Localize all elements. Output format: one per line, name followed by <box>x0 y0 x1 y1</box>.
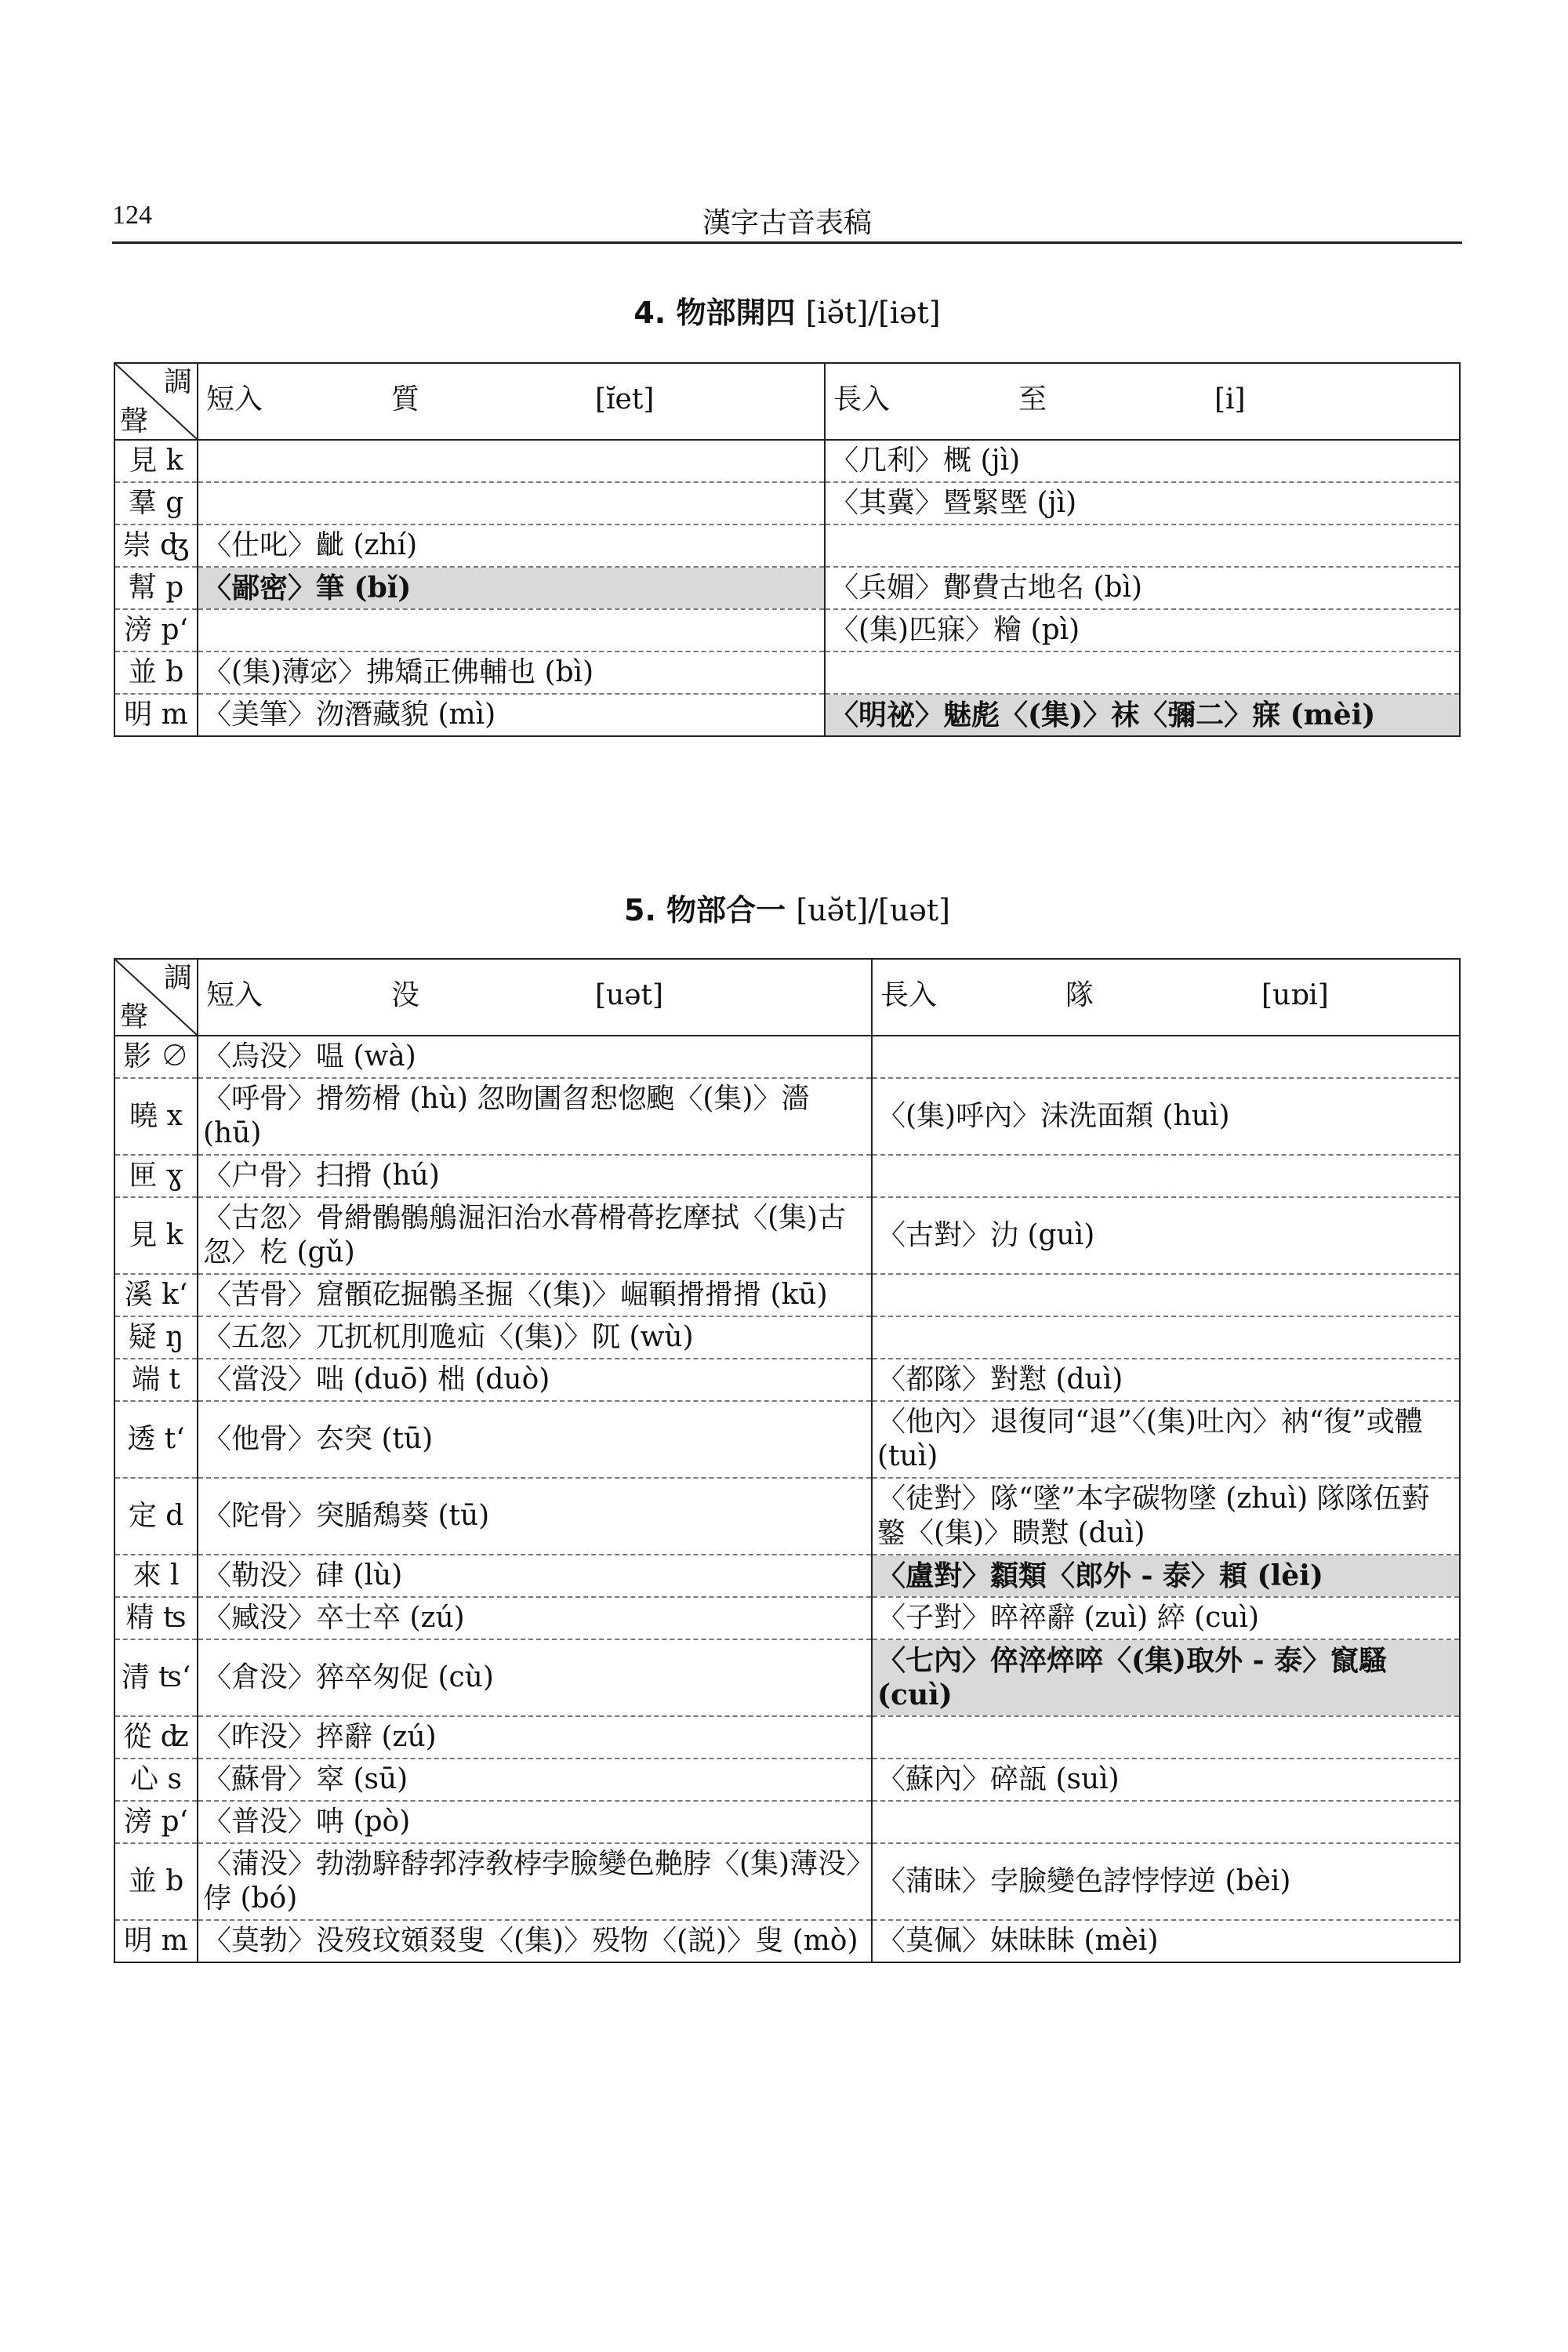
column-rhyme: 至 <box>1018 383 1047 416</box>
table-row <box>114 652 1460 694</box>
section-5-title <box>112 886 1462 929</box>
short-entering-cell: 〈蒲没〉勃渤騂馞郣浡敎桲孛臉變色艴脖〈(集)薄没〉侼 (bó) <box>198 1843 872 1920</box>
column-category: 短入 <box>206 979 263 1011</box>
long-entering-cell: 〈莫佩〉妹昧眛 (mèi) <box>872 1920 1460 1962</box>
table-row <box>114 1716 1460 1759</box>
table-row <box>114 1639 1460 1716</box>
column-header-long <box>872 959 1460 1036</box>
table-row <box>114 1401 1460 1478</box>
initial-cell: 崇 ʤ <box>114 524 198 567</box>
long-entering-cell: 〈蘇內〉碎瓿 (suì) <box>872 1759 1460 1801</box>
long-entering-cell <box>872 1036 1460 1078</box>
initial-cell: 見 k <box>114 440 198 482</box>
column-ipa: [uət] <box>595 979 664 1011</box>
long-entering-cell <box>825 652 1460 694</box>
initial-cell: 定 d <box>114 1478 198 1555</box>
table-header-row <box>114 363 1460 440</box>
long-entering-cell <box>872 1155 1460 1197</box>
table-row <box>114 1078 1460 1155</box>
table-row <box>114 1920 1460 1962</box>
long-entering-cell: 〈盧對〉纇類〈郎外 - 泰〉頛 (lèi) <box>872 1555 1460 1597</box>
page-number: 124 <box>112 201 152 230</box>
column-rhyme: 質 <box>391 383 420 416</box>
initial-cell: 精 ʦ <box>114 1597 198 1639</box>
short-entering-cell: 〈五忽〉兀扤杌刖卼疝〈(集)〉阢 (wù) <box>198 1316 872 1359</box>
long-entering-cell: 〈他內〉退復同“退”〈(集)吐內〉衲“復”或體 (tuì) <box>872 1401 1460 1478</box>
corner-cell <box>114 959 198 1036</box>
column-ipa: [ɪ̆et] <box>595 383 655 416</box>
initial-cell: 羣 g <box>114 482 198 524</box>
initial-cell: 見 k <box>114 1197 198 1274</box>
table-row <box>114 524 1460 567</box>
column-rhyme: 隊 <box>1065 979 1094 1011</box>
initial-cell: 溪 kʻ <box>114 1274 198 1316</box>
short-entering-cell <box>198 609 825 652</box>
long-entering-cell <box>872 1716 1460 1759</box>
column-header-short <box>198 959 872 1036</box>
table-row <box>114 482 1460 524</box>
column-category: 短入 <box>206 383 263 416</box>
table-row <box>114 567 1460 609</box>
long-entering-cell <box>872 1801 1460 1843</box>
column-header-short <box>198 363 825 440</box>
section-4-title-ipa: [iə̆t]/[iət] <box>805 296 941 330</box>
table-row <box>114 1155 1460 1197</box>
running-title: 漢字古音表稿 <box>702 207 872 239</box>
page-header <box>112 201 1462 244</box>
section-4-title-text: 4. 物部開四 <box>633 296 796 330</box>
initial-cell: 匣 ɣ <box>114 1155 198 1197</box>
long-entering-cell: 〈蒲昧〉孛臉變色誖悖悖逆 (bèi) <box>872 1843 1460 1920</box>
short-entering-cell: 〈鄙密〉筆 (bǐ) <box>198 567 825 609</box>
table-row <box>114 1759 1460 1801</box>
section-5-title-ipa: [uə̆t]/[uət] <box>796 893 950 927</box>
long-entering-cell <box>825 524 1460 567</box>
table-row <box>114 1359 1460 1401</box>
corner-tone-label: 調 <box>163 366 192 398</box>
initial-cell: 並 b <box>114 1843 198 1920</box>
column-rhyme: 没 <box>391 979 420 1011</box>
table-row <box>114 440 1460 482</box>
section-5-table <box>114 958 1461 1963</box>
table-row <box>114 1801 1460 1843</box>
long-entering-cell: 〈子對〉晬祽辭 (zuì) 綷 (cuì) <box>872 1597 1460 1639</box>
short-entering-cell: 〈苦骨〉窟顝矻掘鶻圣掘〈(集)〉崛顐搰搰搰 (kū) <box>198 1274 872 1316</box>
long-entering-cell <box>872 1316 1460 1359</box>
table-row <box>114 609 1460 652</box>
initial-cell: 透 tʻ <box>114 1401 198 1478</box>
long-entering-cell: 〈(集)呼內〉沬洗面頮 (huì) <box>872 1078 1460 1155</box>
short-entering-cell <box>198 482 825 524</box>
long-entering-cell: 〈七內〉倅淬焠啐〈(集)取外 - 泰〉竄騷 (cuì) <box>872 1639 1460 1716</box>
table-row <box>114 1316 1460 1359</box>
short-entering-cell <box>198 440 825 482</box>
section-4-title <box>112 289 1462 332</box>
initial-cell: 影 ∅ <box>114 1036 198 1078</box>
column-category: 長入 <box>880 979 938 1011</box>
table-row <box>114 1843 1460 1920</box>
table-row <box>114 1555 1460 1597</box>
short-entering-cell: 〈昨没〉捽辭 (zú) <box>198 1716 872 1759</box>
long-entering-cell: 〈几利〉概 (jì) <box>825 440 1460 482</box>
long-entering-cell: 〈其冀〉暨緊塈 (jì) <box>825 482 1460 524</box>
section-5-title-text: 5. 物部合一 <box>624 893 786 927</box>
short-entering-cell: 〈呼骨〉搰笏榾 (hù) 忽昒圕曶惒惚颮〈(集)〉濇 (hū) <box>198 1078 872 1155</box>
long-entering-cell: 〈徒對〉隊“墜”本字碳物墜 (zhuì) 隊隊伍薱鐜〈(集)〉瞆懟 (duì) <box>872 1478 1460 1555</box>
table-row <box>114 694 1460 736</box>
short-entering-cell: 〈倉没〉猝卒匆促 (cù) <box>198 1639 872 1716</box>
table-row <box>114 1597 1460 1639</box>
long-entering-cell: 〈(集)匹寐〉糩 (pì) <box>825 609 1460 652</box>
initial-cell: 滂 pʻ <box>114 1801 198 1843</box>
short-entering-cell: 〈當没〉咄 (duō) 柮 (duò) <box>198 1359 872 1401</box>
corner-cell <box>114 363 198 440</box>
short-entering-cell: 〈莫勃〉没歿玟頞叕叟〈(集)〉殁物〈(説)〉叟 (mò) <box>198 1920 872 1962</box>
short-entering-cell: 〈烏没〉嗢 (wà) <box>198 1036 872 1078</box>
table-row <box>114 1478 1460 1555</box>
initial-cell: 幫 p <box>114 567 198 609</box>
short-entering-cell: 〈蘇骨〉窣 (sū) <box>198 1759 872 1801</box>
short-entering-cell: 〈户骨〉扫搰 (hú) <box>198 1155 872 1197</box>
initial-cell: 來 l <box>114 1555 198 1597</box>
column-category: 長入 <box>833 383 891 416</box>
long-entering-cell: 〈古對〉氻 (guì) <box>872 1197 1460 1274</box>
section-4-table <box>114 362 1461 737</box>
initial-cell: 從 ʣ <box>114 1716 198 1759</box>
initial-cell: 明 m <box>114 694 198 736</box>
short-entering-cell: 〈他骨〉厺突 (tū) <box>198 1401 872 1478</box>
long-entering-cell <box>872 1274 1460 1316</box>
column-header-long <box>825 363 1460 440</box>
initial-cell: 端 t <box>114 1359 198 1401</box>
column-ipa: [i] <box>1214 383 1246 416</box>
table-row <box>114 1274 1460 1316</box>
table-row <box>114 1036 1460 1078</box>
short-entering-cell: 〈陀骨〉突腯鵚葵 (tū) <box>198 1478 872 1555</box>
short-entering-cell: 〈美筆〉沕潛藏貌 (mì) <box>198 694 825 736</box>
corner-initial-label: 聲 <box>120 1001 149 1033</box>
table-header-row <box>114 959 1460 1036</box>
short-entering-cell: 〈臧没〉卒士卒 (zú) <box>198 1597 872 1639</box>
long-entering-cell: 〈明祕〉魅彪〈(集)〉袜〈彌二〉寐 (mèi) <box>825 694 1460 736</box>
table-row <box>114 1197 1460 1274</box>
long-entering-cell: 〈兵媚〉鄪費古地名 (bì) <box>825 567 1460 609</box>
initial-cell: 心 s <box>114 1759 198 1801</box>
short-entering-cell: 〈古忽〉骨縎鶻鶻鵃淈汩治水蓇榾蓇扢摩拭〈(集)古忽〉杚 (gǔ) <box>198 1197 872 1274</box>
initial-cell: 滂 pʻ <box>114 609 198 652</box>
initial-cell: 曉 x <box>114 1078 198 1155</box>
short-entering-cell: 〈普没〉呥 (pò) <box>198 1801 872 1843</box>
initial-cell: 疑 ŋ <box>114 1316 198 1359</box>
short-entering-cell: 〈勒没〉硉 (lù) <box>198 1555 872 1597</box>
column-ipa: [uɒi] <box>1261 979 1329 1011</box>
initial-cell: 明 m <box>114 1920 198 1962</box>
short-entering-cell: 〈(集)薄宓〉拂矯正佛輔也 (bì) <box>198 652 825 694</box>
initial-cell: 清 ʦʻ <box>114 1639 198 1716</box>
corner-initial-label: 聲 <box>120 405 149 437</box>
short-entering-cell: 〈仕叱〉齜 (zhí) <box>198 524 825 567</box>
long-entering-cell: 〈都隊〉對懟 (duì) <box>872 1359 1460 1401</box>
corner-tone-label: 調 <box>163 962 192 994</box>
initial-cell: 並 b <box>114 652 198 694</box>
